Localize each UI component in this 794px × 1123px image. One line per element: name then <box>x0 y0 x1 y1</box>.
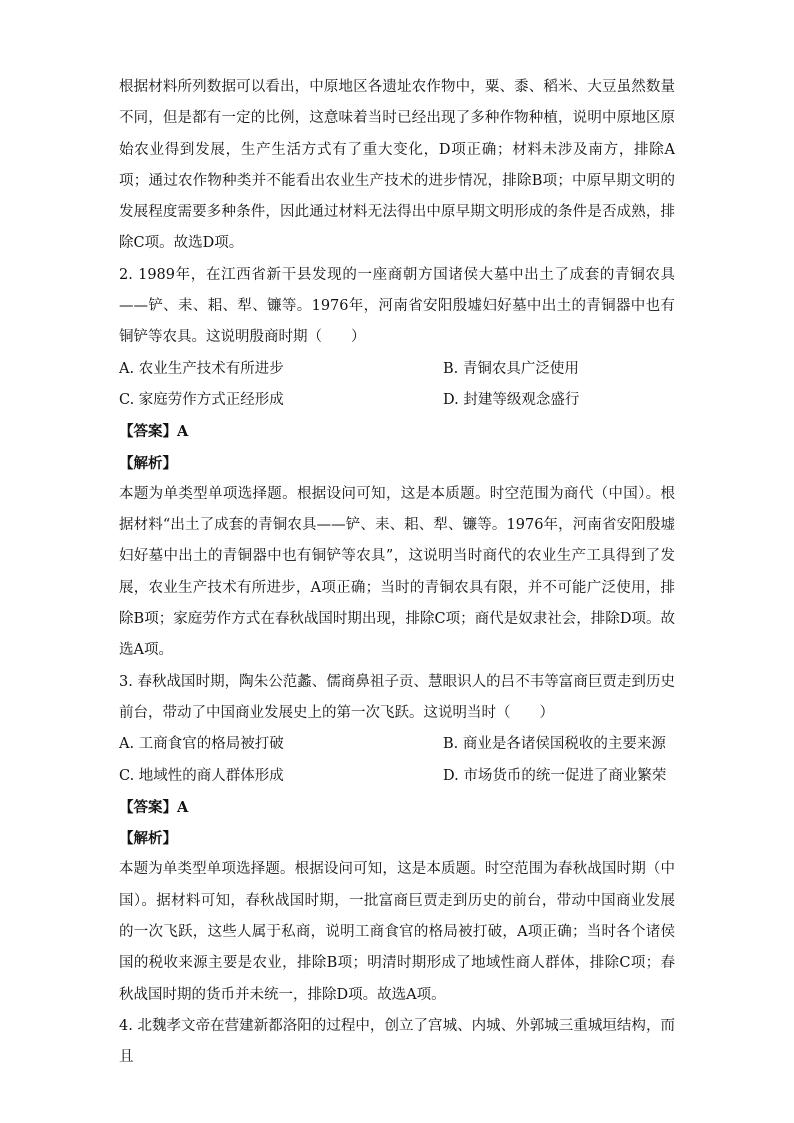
question-2-option-d[interactable]: D. 封建等级观念盛行 <box>443 391 580 408</box>
question-4-stem: 4. 北魏孝文帝在营建新都洛阳的过程中，创立了宫城、内城、外郭城三重城垣结构，而且 <box>119 1017 675 1066</box>
question-3-options-row-2 <box>119 761 675 792</box>
question-2-answer: 【答案】A <box>119 423 189 441</box>
previous-explanation: 根据材料所列数据可以看出，中原地区各遗址农作物中，粟、黍、稻米、大豆虽然数量不同，但是都有一定的比例，这意味着当时已经出现了多种作物种植，说明中原地区原始农业得到发展，生产生活方式有了重大变化，D项正确；材料未涉及南方，排除A项；通过农作物种类并不能看出农业生产技术的进步情况，排除B项；中原早期文明的发展程度需要多种条件，因此通过材料无法得出中原早期文明形成的条件是否成熟，排除C项。故选D项。 <box>119 79 675 252</box>
question-3-options-row-1 <box>119 729 675 760</box>
question-3-option-a[interactable]: A. 工商食官的格局被打破 <box>119 736 284 753</box>
question-3-stem: 3. 春秋战国时期，陶朱公范蠡、儒商鼻祖子贡、慧眼识人的吕不韦等富商巨贾走到历史前台，带动了中国商业发展史上的第一次飞跃。这说明当时（ ） <box>119 673 675 721</box>
question-3-analysis: 本题为单类型单项选择题。根据设问可知，这是本质题。时空范围为春秋战国时期（中国）。据材料可知，春秋战国时期，一批富商巨贾走到历史的前台，带动中国商业发展的一次飞跃，这些人属于私商，说明工商食官的格局被打破，A项正确；当时各个诸侯国的税收来源主要是农业，排除B项；明清时期形成了地域性商人群体，排除C项；春秋战国时期的货币并未统一，排除D项。故选A项。 <box>119 861 675 1003</box>
question-2-option-b[interactable]: B. 青铜农具广泛使用 <box>443 360 579 377</box>
question-3-answer: 【答案】A <box>119 798 189 816</box>
question-3 <box>119 667 675 1011</box>
document-content <box>119 72 675 1074</box>
question-2-option-a[interactable]: A. 农业生产技术有所进步 <box>119 360 284 377</box>
question-3-option-c[interactable]: C. 地域性的商人群体形成 <box>119 767 284 784</box>
question-3-analysis-label: 【解析】 <box>119 830 177 848</box>
question-3-option-d[interactable]: D. 市场货币的统一促进了商业繁荣 <box>443 767 667 784</box>
question-2-options-row-2 <box>119 385 675 416</box>
question-2-option-c[interactable]: C. 家庭劳作方式正经形成 <box>119 391 284 408</box>
question-2-analysis: 本题为单类型单项选择题。根据设问可知，这是本质题。时空范围为商代（中国）。根据材料“出土了成套的青铜农具——铲、耒、耜、犁、镰等。1976年，河南省安阳殷墟妇好墓中出土的青铜器中也有铜铲等农具”，这说明当时商代的农业生产工具得到了发展，农业生产技术有所进步，A项正确；当时的青铜农具有限，并不可能广泛使用，排除B项；家庭劳作方式在春秋战国时期出现，排除C项；商代是奴隶社会，排除D项。故选A项。 <box>119 485 675 659</box>
question-2-analysis-label: 【解析】 <box>119 454 177 472</box>
question-2 <box>119 260 675 667</box>
question-4 <box>119 1011 675 1074</box>
question-2-stem: 2. 1989年，在江西省新干县发现的一座商朝方国诸侯大墓中出土了成套的青铜农具——铲、耒、耜、犁、镰等。1976年，河南省安阳殷墟妇好墓中出土的青铜器中也有铜铲等农具。这说明殷商时期（ ） <box>119 266 675 346</box>
question-3-option-b[interactable]: B. 商业是各诸侯国税收的主要来源 <box>443 736 666 753</box>
question-2-options-row-1 <box>119 354 675 385</box>
